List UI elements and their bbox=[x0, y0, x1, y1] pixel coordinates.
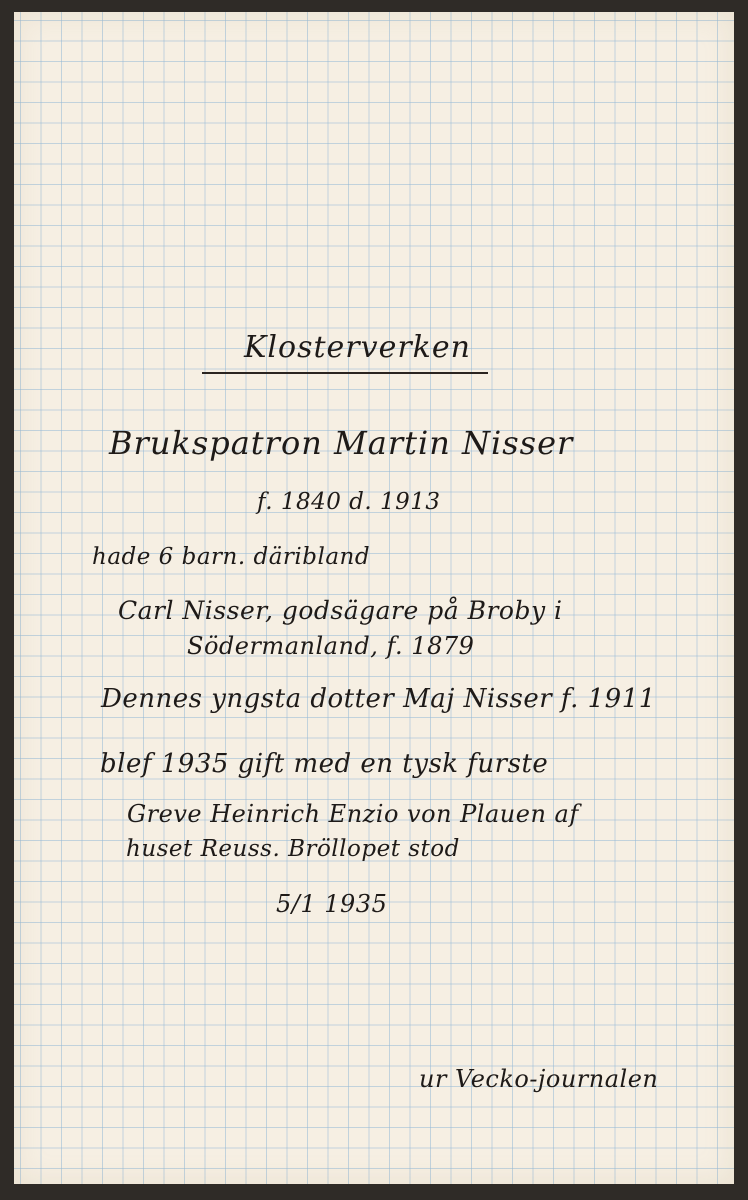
text-line-4: Carl Nisser, godsägare på Broby i bbox=[118, 596, 563, 625]
date-line: 5/1 1935 bbox=[276, 890, 388, 918]
title-underline bbox=[202, 372, 488, 374]
text-line-9: huset Reuss. Bröllopet stod bbox=[126, 836, 460, 862]
document-title: Klosterverken bbox=[244, 330, 471, 365]
text-line-2: f. 1840 d. 1913 bbox=[257, 489, 441, 515]
text-line-6: Dennes yngsta dotter Maj Nisser f. 1911 bbox=[101, 684, 656, 714]
text-line-8: Greve Heinrich Enzio von Plauen af bbox=[127, 800, 579, 828]
text-line-3: hade 6 barn. däribland bbox=[92, 544, 371, 570]
text-line-1: Brukspatron Martin Nisser bbox=[109, 424, 574, 462]
text-line-7: blef 1935 gift med en tysk furste bbox=[100, 749, 549, 779]
document-page bbox=[14, 12, 734, 1184]
text-line-5: Södermanland, f. 1879 bbox=[187, 632, 475, 660]
source-note: ur Vecko-journalen bbox=[419, 1065, 659, 1093]
